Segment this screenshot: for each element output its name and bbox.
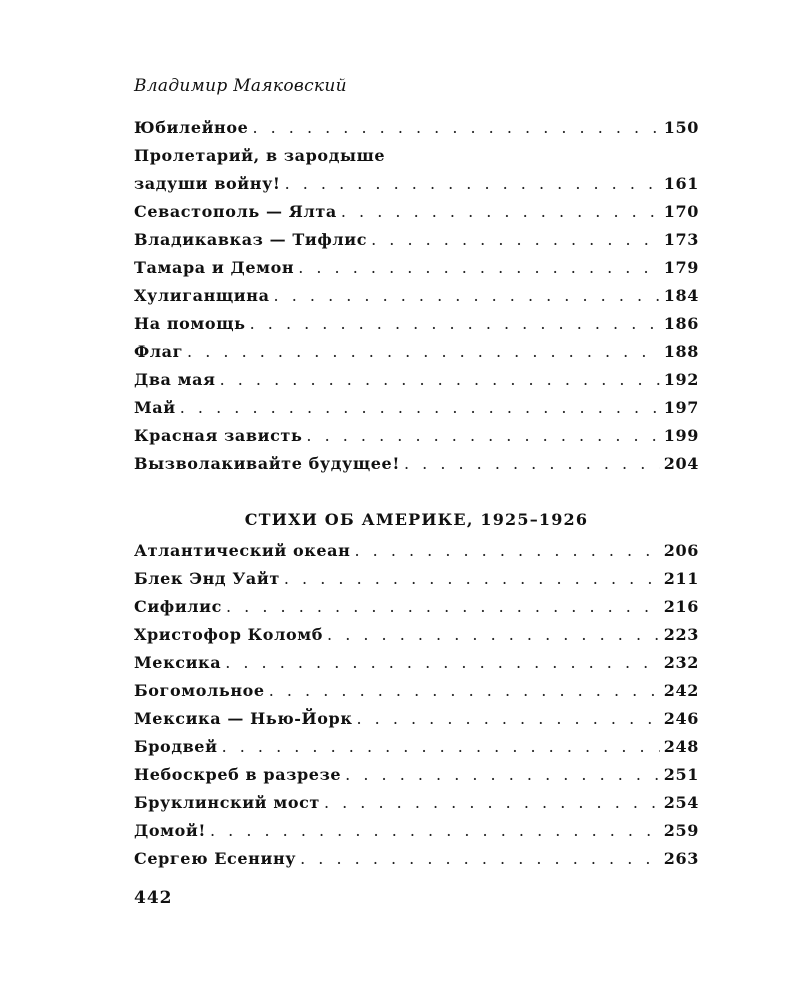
toc-entry-page: 199 <box>663 426 699 445</box>
toc-entry-title: Юбилейное <box>134 118 249 137</box>
dot-leader <box>298 258 660 277</box>
toc-entry-title: Бруклинский мост <box>134 793 320 812</box>
dot-leader <box>187 342 660 361</box>
toc-entry <box>134 202 699 230</box>
toc-entry <box>134 454 699 482</box>
toc-entry-title: Владикавказ — Тифлис <box>134 230 368 249</box>
toc-entry <box>134 258 699 286</box>
dot-leader <box>356 709 659 728</box>
dot-leader <box>225 653 660 672</box>
toc-entry <box>134 342 699 370</box>
page-number: 442 <box>134 888 173 908</box>
dot-leader <box>222 737 660 756</box>
toc-list-part2 <box>134 541 699 877</box>
toc-entry <box>134 653 699 681</box>
toc-entry-title: Небоскреб в разрезе <box>134 765 342 784</box>
toc-entry-page: 263 <box>663 849 699 868</box>
dot-leader <box>354 541 659 560</box>
toc-entry-title: На помощь <box>134 314 246 333</box>
section-heading: СТИХИ ОБ АМЕРИКЕ, 1925–1926 <box>244 510 589 529</box>
toc-entry-page: 197 <box>663 398 699 417</box>
toc-entry-page: 216 <box>663 597 699 616</box>
toc-entry-title: Мексика <box>134 653 222 672</box>
toc-entry-page: 246 <box>663 709 699 728</box>
toc-entry-page: 232 <box>663 653 699 672</box>
toc-entry-page: 248 <box>663 737 699 756</box>
toc-entry <box>134 625 699 653</box>
toc-entry-title: Два мая <box>134 370 216 389</box>
dot-leader <box>341 202 660 221</box>
dot-leader <box>180 398 660 417</box>
toc-list-part1 <box>134 118 699 482</box>
toc-entry-page: 186 <box>663 314 699 333</box>
toc-entry <box>134 793 699 821</box>
dot-leader <box>306 426 659 445</box>
toc-entry <box>134 541 699 569</box>
toc-entry-title: Богомольное <box>134 681 265 700</box>
toc-entry <box>134 569 699 597</box>
toc-entry <box>134 174 699 202</box>
toc-entry <box>134 146 699 174</box>
toc-entry <box>134 118 699 146</box>
toc-entry-title: Домой! <box>134 821 206 840</box>
dot-leader <box>252 118 659 137</box>
toc-entry-page: 251 <box>663 765 699 784</box>
toc-entry <box>134 370 699 398</box>
toc-entry <box>134 230 699 258</box>
toc-entry-page: 192 <box>663 370 699 389</box>
toc-entry <box>134 709 699 737</box>
dot-leader <box>210 821 660 840</box>
dot-leader <box>274 286 660 305</box>
dot-leader <box>371 230 660 249</box>
toc-entry-title: Хулиганщина <box>134 286 270 305</box>
toc-entry <box>134 314 699 342</box>
toc-entry-page: 170 <box>663 202 699 221</box>
toc-entry-title: Христофор Коломб <box>134 625 324 644</box>
toc-entry <box>134 398 699 426</box>
toc-entry-page: 211 <box>663 569 699 588</box>
toc-entry <box>134 737 699 765</box>
toc-entry-page: 184 <box>663 286 699 305</box>
dot-leader <box>300 849 660 868</box>
toc-entry-title: задуши войну! <box>134 174 281 193</box>
toc-entry-page: 206 <box>663 541 699 560</box>
toc-entry <box>134 681 699 709</box>
toc-entry-title: Атлантический океан <box>134 541 351 560</box>
toc-entry-title: Севастополь — Ялта <box>134 202 337 221</box>
toc-entry-title: Тамара и Демон <box>134 258 295 277</box>
toc-entry-title: Красная зависть <box>134 426 303 445</box>
dot-leader <box>226 597 660 616</box>
toc-entry-page: 173 <box>663 230 699 249</box>
toc-entry-title: Пролетарий, в зародыше <box>134 146 386 165</box>
toc-entry <box>134 597 699 625</box>
toc-entry-title: Мексика — Нью-Йорк <box>134 709 353 728</box>
dot-leader <box>284 569 660 588</box>
toc-entry <box>134 286 699 314</box>
toc-entry-page: 179 <box>663 258 699 277</box>
dot-leader <box>285 174 660 193</box>
dot-leader <box>250 314 660 333</box>
toc-entry-title: Сифилис <box>134 597 222 616</box>
toc-entry-page: 188 <box>663 342 699 361</box>
toc-entry-title: Блек Энд Уайт <box>134 569 280 588</box>
toc-entry-title: Май <box>134 398 176 417</box>
toc-entry-page: 150 <box>663 118 699 137</box>
toc-entry <box>134 426 699 454</box>
toc-entry-title: Бродвей <box>134 737 218 756</box>
dot-leader <box>345 765 660 784</box>
dot-leader <box>404 454 660 473</box>
running-head: Владимир Маяковский <box>134 76 347 96</box>
toc-entry-title: Вызволакивайте будущее! <box>134 454 400 473</box>
toc-entry-page: 161 <box>663 174 699 193</box>
dot-leader <box>269 681 660 700</box>
toc-entry-page: 204 <box>663 454 699 473</box>
toc-entry-page: 254 <box>663 793 699 812</box>
toc-entry <box>134 821 699 849</box>
toc-entry-page: 259 <box>663 821 699 840</box>
dot-leader <box>220 370 660 389</box>
toc-entry-page: 242 <box>663 681 699 700</box>
dot-leader <box>327 625 660 644</box>
dot-leader <box>324 793 660 812</box>
toc-entry-page: 223 <box>663 625 699 644</box>
toc-entry <box>134 765 699 793</box>
toc-entry-title: Флаг <box>134 342 184 361</box>
toc-entry-title: Сергею Есенину <box>134 849 297 868</box>
toc-entry <box>134 849 699 877</box>
